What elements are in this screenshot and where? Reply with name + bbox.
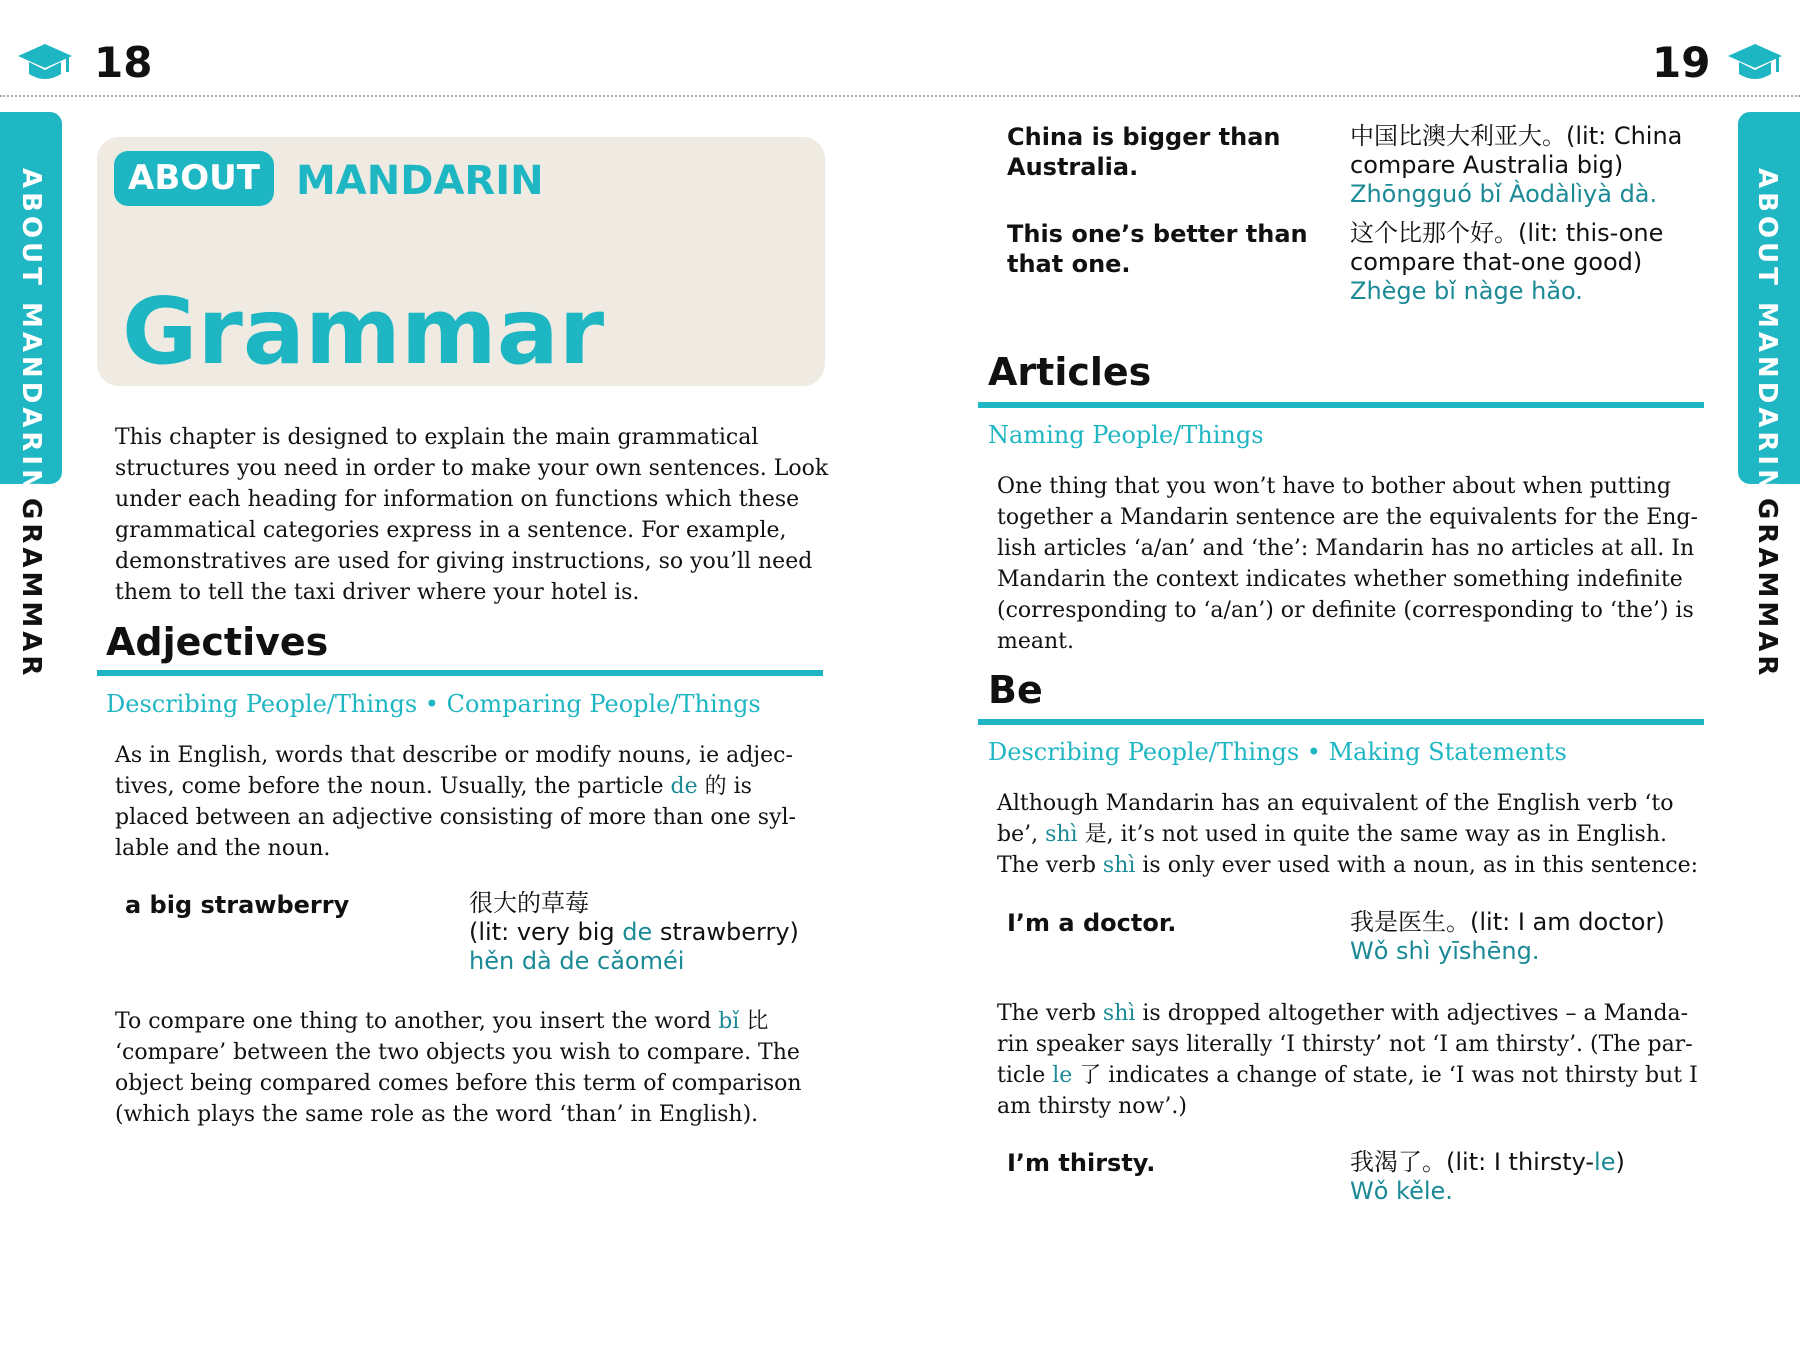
- page-number-left: 18: [94, 38, 153, 87]
- about-label: ABOUT: [114, 151, 274, 206]
- be-example-translation-1: 我是医生。(lit: I am doctor) Wǒ shì yīshēng.: [1350, 908, 1665, 965]
- header-divider: [0, 95, 1800, 97]
- be-paragraph-2: The verb shì is dropped altogether with adjectives – a Manda- rin speaker says literally ‘I thirsty’ not ‘I am thirsty’. (The par- ticle le 了 indicates a change of state, ie ‘I was not thirsty but I am thirsty now’.): [997, 1001, 1698, 1119]
- side-tab-section-left: ABOUT MANDARIN: [16, 168, 46, 495]
- comparison-english-2: This one’s better than that one.: [1007, 220, 1308, 278]
- be-example-english-2: I’m thirsty.: [1007, 1149, 1156, 1177]
- example-english: a big strawberry: [125, 891, 350, 919]
- be-rule: [978, 719, 1704, 725]
- be-heading: Be: [988, 668, 1043, 712]
- page-title: Grammar: [122, 278, 605, 385]
- side-tab-chapter-left: GRAMMAR: [16, 498, 46, 680]
- comparison-english-1: China is bigger than Australia.: [1007, 123, 1281, 181]
- adjectives-rule: [97, 670, 823, 676]
- be-paragraph-1: Although Mandarin has an equivalent of the English verb ‘to be’, shì 是, it’s not used in quite the same way as in English. The verb shì is only ever used with a noun, as in this sentence:: [997, 791, 1699, 878]
- graduation-cap-icon: [16, 40, 74, 86]
- adjectives-heading: Adjectives: [106, 620, 329, 664]
- be-example-translation-2: 我渴了。(lit: I thirsty-le) Wǒ kěle.: [1350, 1148, 1625, 1205]
- articles-rule: [978, 402, 1704, 408]
- be-example-english-1: I’m a doctor.: [1007, 909, 1177, 937]
- adjectives-paragraph-1: As in English, words that describe or modify nouns, ie adjec- tives, come before the noun. Usually, the particle de 的 is placed between an adjective consisting of more than one syl- lable and the noun.: [115, 743, 796, 861]
- articles-subheading: Naming People/Things: [988, 421, 1264, 449]
- side-tab-chapter-right: GRAMMAR: [1752, 498, 1782, 680]
- be-subheading: Describing People/Things • Making Statements: [988, 738, 1567, 766]
- graduation-cap-icon: [1726, 40, 1784, 86]
- adjectives-subheading: Describing People/Things • Comparing People/Things: [106, 690, 761, 718]
- comparison-translation-2: 这个比那个好。(lit: this-one compare that-one good) Zhège bǐ nàge hǎo.: [1350, 219, 1664, 305]
- adjectives-paragraph-2: To compare one thing to another, you insert the word bǐ 比 ‘compare’ between the two objects you wish to compare. The object being compared comes before this term of comparison (which plays the same role as the word ‘than’ in English).: [115, 1009, 802, 1127]
- side-tab-section-right: ABOUT MANDARIN: [1752, 168, 1782, 495]
- intro-paragraph: This chapter is designed to explain the main grammatical structures you need in order to make your own sentences. Look under each heading for information on functions which these grammatical categories express in a sentence. For example, demonstratives are used for giving instructions, so you’ll need them to tell the taxi driver where your hotel is.: [115, 425, 829, 605]
- articles-paragraph: One thing that you won’t have to bother about when putting together a Mandarin sentence are the equivalents for the Eng- lish articles ‘a/an’ and ‘the’: Mandarin has no articles at all. In Mandarin the context indicates whether something indefinite (corresponding to ‘a/an’) or definite (corresponding to ‘the’) is meant.: [997, 474, 1698, 654]
- articles-heading: Articles: [988, 350, 1152, 394]
- example-translation: 很大的草莓 (lit: very big de strawberry) hěn dà de cǎoméi: [469, 889, 799, 975]
- page-number-right: 19: [1652, 38, 1711, 87]
- comparison-translation-1: 中国比澳大利亚大。(lit: China compare Australia big) Zhōngguó bǐ Àodàlìyà dà.: [1350, 122, 1683, 208]
- mandarin-label: MANDARIN: [296, 158, 544, 204]
